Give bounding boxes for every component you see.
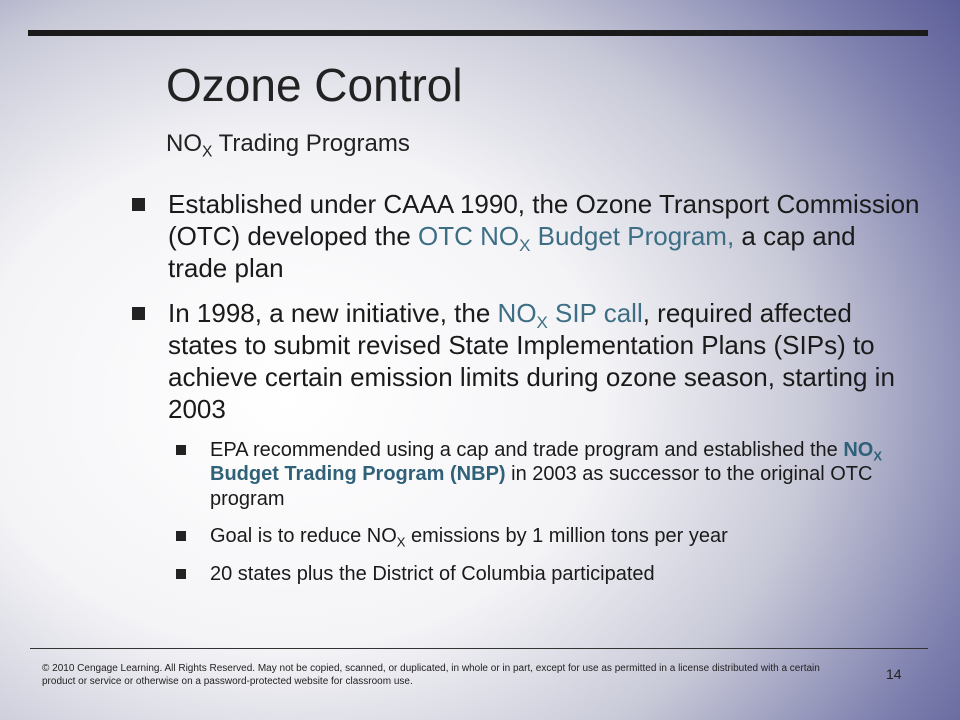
- top-rule: [28, 30, 928, 36]
- square-bullet-icon: [176, 531, 186, 541]
- bottom-rule: [30, 648, 928, 649]
- square-bullet-icon: [132, 198, 145, 211]
- nbp-highlight: $NO_X$ Budget Trading Program (NBP): [210, 438, 883, 486]
- square-bullet-icon: [132, 307, 145, 320]
- bullet-otc-program: Established under CAAA 1990, the Ozone Transport Commission (OTC) developed the OTC $NO_X$ Budget Program, a cap and trade plan: [132, 188, 922, 285]
- square-bullet-icon: [176, 445, 186, 455]
- slide-title: Ozone Control: [166, 59, 463, 111]
- sub-bullet-goal: Goal is to reduce $NO_X$ emissions by 1 million tons per year: [132, 524, 922, 549]
- square-bullet-icon: [176, 569, 186, 579]
- bullet-sip-call: In 1998, a new initiative, the $NO_X$ SIP call, required affected states to submit revised State Implementation Plans (SIPs) to achieve certain emission limits during ozone season, starting in 2003: [132, 297, 922, 426]
- slide-content: [132, 188, 922, 599]
- nox-sip-call-highlight: $NO_X$ SIP call: [497, 297, 643, 332]
- page-number: 14: [886, 666, 902, 682]
- slide-subtitle: $NO_X$ Trading Programs: [166, 130, 410, 161]
- copyright-notice: © 2010 Cengage Learning. All Rights Reserved. May not be copied, scanned, or duplicated, in whole or in part, except for use as permitted in a license distributed with a certain product or service or otherwise on a password-protected website for classroom use.: [42, 663, 820, 687]
- sub-bullet-nbp: EPA recommended using a cap and trade program and established the $NO_X$ Budget Trading Program (NBP) in 2003 as successor to the original OTC program: [132, 438, 922, 512]
- otc-nox-budget-program-highlight: OTC $NO_X$ Budget Program,: [418, 221, 735, 256]
- sub-bullet-participants: 20 states plus the District of Columbia participated: [132, 562, 922, 587]
